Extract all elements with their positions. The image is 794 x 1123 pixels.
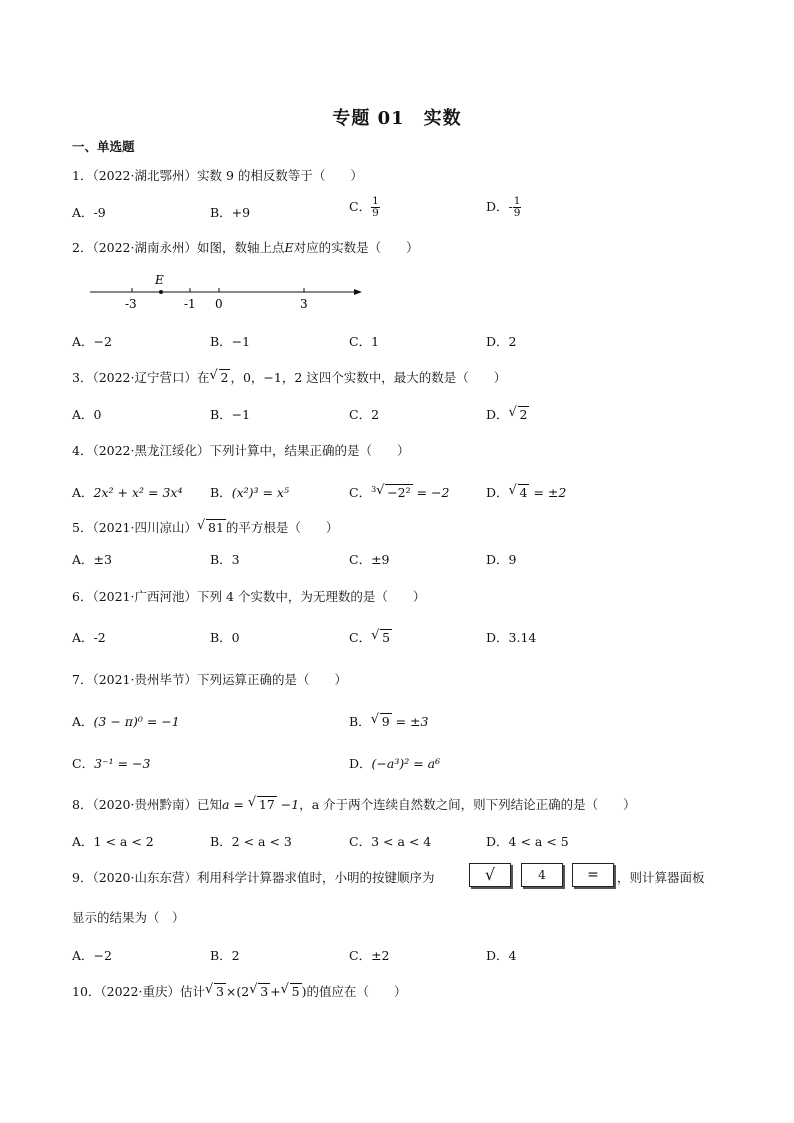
question-9-stem: 9．（2020·山东东营）利用科学计算器求值时，小明的按键顺序为: [72, 870, 435, 885]
q4-option-a: A．2x² + x² = 3x⁴: [72, 485, 183, 500]
q7-option-c: C．3⁻¹ = −3: [72, 756, 151, 771]
q2-option-a: A．−2: [72, 334, 112, 349]
q4-option-d: D． √ 4 = ±2: [486, 483, 567, 500]
question-6-stem: 6．（2021·广西河池）下列 4 个实数中，为无理数的是（ ）: [72, 589, 426, 604]
q9-option-d: D．4: [486, 948, 517, 963]
question-7-stem: 7．（2021·贵州毕节）下列运算正确的是（ ）: [72, 672, 347, 687]
q4-option-b: B．(x²)³ = x⁵: [210, 485, 289, 500]
q5-option-d: D．9: [486, 552, 517, 567]
question-2-stem: 2．（2022·湖南永州）如图，数轴上点E对应的实数是（ ）: [72, 240, 419, 255]
q3-option-a: A．0: [72, 407, 102, 422]
q3-option-d: D． √ 2: [486, 405, 528, 422]
question-1-stem: 1．（2022·湖北鄂州）实数 9 的相反数等于（ ）: [72, 168, 363, 183]
q2-option-d: D．2: [486, 334, 517, 349]
q1-option-a: A．-9: [72, 205, 106, 220]
q1-option-d: D．- $\frac{1}{9}$: [486, 195, 521, 219]
q9-option-a: A．−2: [72, 948, 112, 963]
question-3-stem: 3．（2022·辽宁营口）在 √ 2 ，0，−1，2 这四个实数中，最大的数是（ ）: [72, 368, 507, 385]
question-4-stem: 4．（2022·黑龙江绥化）下列计算中，结果正确的是（ ）: [72, 443, 410, 458]
q1-option-b: B．+9: [210, 205, 251, 220]
q5-option-b: B．3: [210, 552, 240, 567]
q3-option-c: C．2: [349, 407, 380, 422]
q7-option-a: A．(3 − π)⁰ = −1: [72, 714, 180, 729]
q2-option-b: B．−1: [210, 334, 251, 349]
q6-option-d: D．3.14: [486, 630, 537, 645]
calc-4-key: 4: [521, 863, 563, 887]
question-9-stem-line2: 显示的结果为（ ）: [72, 910, 185, 925]
number-line-arrow: [354, 289, 362, 295]
point-e-dot: [159, 290, 163, 294]
question-5-stem: 5．（2021·四川凉山） √ 81 的平方根是（ ）: [72, 518, 339, 535]
q2-option-c: C．1: [349, 334, 380, 349]
q8-option-a: A．1 < a < 2: [72, 834, 154, 849]
q3-option-b: B．−1: [210, 407, 251, 422]
tick-label-3: 3: [300, 297, 308, 311]
section-heading: 一、单选题: [72, 139, 135, 154]
calc-sqrt-key: √: [469, 863, 511, 887]
q6-option-a: A．-2: [72, 630, 106, 645]
tick-label-0: 0: [215, 297, 223, 311]
question-10-stem: 10．（2022·重庆）估计 √ 3 ×(2 √ 3 + √ 5 )的值应在（ ）: [72, 982, 407, 999]
tick-label-neg1: -1: [184, 297, 196, 311]
q5-option-c: C．±9: [349, 552, 390, 567]
q7-option-b: B． √ 9 = ±3: [349, 712, 429, 729]
q9-option-b: B．2: [210, 948, 240, 963]
q8-option-c: C．3 < a < 4: [349, 834, 432, 849]
tick-label-neg3: -3: [125, 297, 137, 311]
q1-option-c: C． $\frac{1}{9}$: [349, 195, 379, 219]
q9-option-c: C．±2: [349, 948, 390, 963]
calc-equals-key: =: [572, 863, 614, 887]
q8-option-b: B．2 < a < 3: [210, 834, 292, 849]
q6-option-c: C． √ 5: [349, 628, 391, 645]
q6-option-b: B．0: [210, 630, 240, 645]
question-9-stem-tail: ，则计算器面板: [617, 870, 705, 885]
q4-option-c: C．$^3$ √ −2² = −2: [349, 483, 450, 500]
page-title: 专题 01 实数: [332, 108, 462, 129]
q5-option-a: A．±3: [72, 552, 112, 567]
number-line-figure: [88, 268, 378, 318]
q7-option-d: D．(−a³)² = a⁶: [349, 756, 441, 771]
question-8-stem: 8．（2020·贵州黔南）已知a = √ 17 −1，a 介于两个连续自然数之间，则下列结论正确的是（ ）: [72, 795, 636, 812]
point-e-label: E: [155, 273, 164, 287]
q8-option-d: D．4 < a < 5: [486, 834, 569, 849]
